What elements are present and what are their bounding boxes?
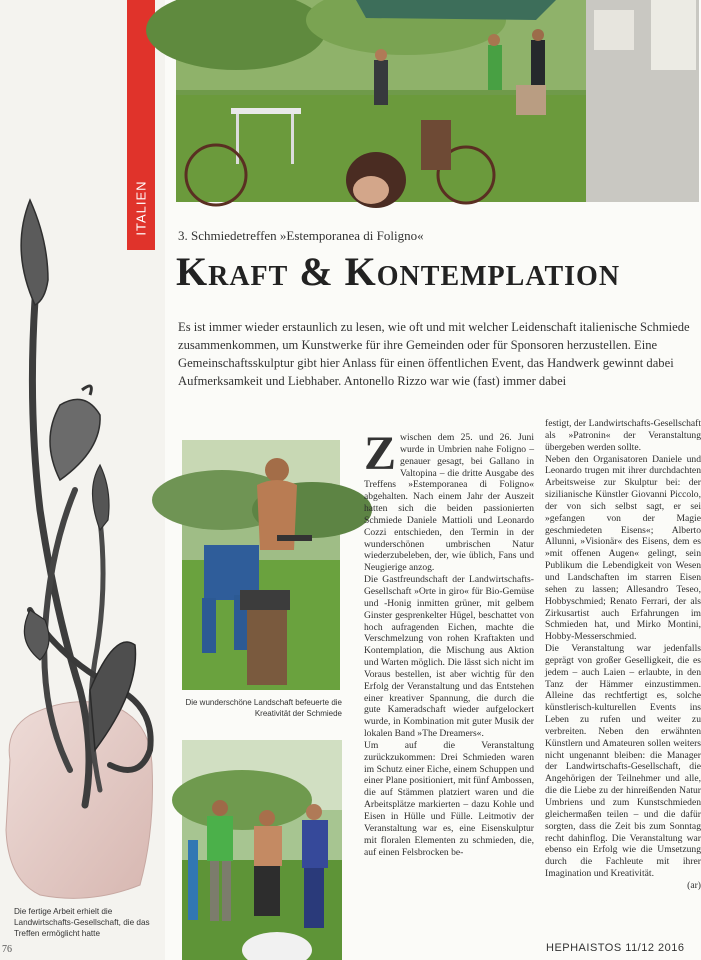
article-kicker: 3. Schmiedetreffen »Estemporanea di Foligno« <box>178 228 424 243</box>
article-column-1 <box>364 427 534 858</box>
sculpture-caption: Die fertige Arbeit erhielt die Landwirtschafts-Gesellschaft, die das Treffen ermöglicht hatte <box>14 907 150 938</box>
paragraph: Neben den Organisatoren Daniele und Leonardo trugen mit ihrer durchdachten Arbeitsweise zur Skulptur bei: der sizilianische Künstler Giovanni Piccolo, der von sich selbst sagt, er sei »gefangen von der Magie geschmiedeten Eisens«; Alberto Allunni, »Visionär« des Eisens, dem es »mit offenen Augen« gelingt, sein Publikum die Lebendigkeit von Wesen und Landschaften im starren Eisen sehen zu lassen; Allesandro Teseo, Hobbyschmied; Renato Ferrari, der als Zirkusartist auch Erfahrungen im Schmieden hat, und Mirko Montini, Hobby-Messerschmied. <box>545 453 701 643</box>
sculpture-photo <box>0 190 165 910</box>
photo-smith-anvil <box>182 440 340 690</box>
paragraph: Zwischen dem 25. und 26. Juni wurde in Umbrien nahe Foligno – genauer gesagt, bei Gallano in Valtopina – die dritte Ausgabe des Treffens »Estemporanea di Foligno« abgehalten. Nach einem Jahr der Auszeit hatten sich die beiden passionierten Schmiede Daniele Mattioli und Leonardo Cozzi entschieden, den Termin in der wunderschönen umbrischen Natur wiederzubeleben, der, wie üblich, Fans und Neugierige anzog. <box>364 427 534 574</box>
paragraph: festigt, der Landwirtschafts-Gesellschaft als »Patronin« der Veranstaltung übergeben werden sollte. <box>545 418 701 453</box>
photo-caption: Die wunderschöne Landschaft befeuerte die Kreativität der Schmiede <box>185 698 342 718</box>
top-photo <box>176 0 699 202</box>
page-number: 76 <box>2 944 12 955</box>
paragraph: Die Gastfreundschaft der Landwirtschafts-Gesellschaft »Orte in giro« für Bio-Gemüse und -Honig inmitten grüner, mit gelbem Ginster gesprenkelter Hügel, beschattet von hoch aufragenden Eichen, machte die Verschmelzung von rohen Kraftakten und Kontemplation, die Mischung aus Aktion und Warten möglich. Die lässt sich nicht im Voraus bestellen, ist aber wichtig für den Erfolg der Veranstaltung und das Entstehen einer kreativer Spannung, die durch die gute Kameradschaft wieder aufgelockert wurde, in Kombination mit guter Musik der lokalen Band »The Dreamers«. <box>364 574 534 740</box>
author-initials: (ar) <box>687 879 701 891</box>
article-headline: Kraft & Kontemplation <box>176 249 621 294</box>
article-lead: Es ist immer wieder erstaunlich zu lesen, wie oft und mit welcher Leidenschaft italienische Schmiede zusammenkommen, um Kunstwerke für ihre Gemeinden oder für Sponsoren herzustellen. Eine Gemeinschaftsskulptur gibt hier Anlass für einen öffentlichen Event, das Handwerk gewinnt dabei Aufmerksamkeit und Liebhaber. Antonello Rizzo war wie (fast) immer dabei <box>178 320 690 388</box>
article-column-2 <box>545 418 701 892</box>
paragraph: Die Veranstaltung war jedenfalls geprägt von großer Geselligkeit, die es jedem – auch Laien – erlaubte, in den Tanz der Hämmer einzustimmen. Alleine das rechtfertigt es, solche künstlerisch-kulturellen Events ins Leben zu rufen und weiter zu verbreiten. Neben den erwähnten Künstlern und Amateuren sollen weiters nicht ungenannt bleiben: die Manager der Landwirtschafts-Gesellschaft, die Angehörigen der Teilnehmer und alle, die die Liebe zu der hinreißenden Natur Umbriens und zum Kunstschmieden gleichermaßen teilen – und die dafür sorgten, dass die Zeit bis zum Sonntag recht dahinflog. Die Veranstaltung war ebenso ein Erfolg wie die Umsetzung durch die Fachleute mit ihrer Imagination und Kreativität. <box>545 643 701 880</box>
paragraph: Um auf die Veranstaltung zurückzukommen: Drei Schmieden waren im Schutz einer Eiche, einem Schuppen und einer Plane positioniert, mit fünf Ambossen, die auf Stämmen platziert waren und die Arbeitsplätze markierten – dazu Kohle und Eisen in Hülle und Fülle. Leitmotiv der Veranstaltung war es, eine Eisenskulptur mit floralen Elementen zu schmieden, die, auf einen Felsbrocken be- <box>364 739 534 858</box>
section-label: ITALIEN <box>133 180 149 236</box>
photo-group-hammering <box>182 740 342 960</box>
magazine-footer: HEPHAISTOS 11/12 2016 <box>546 942 685 954</box>
drop-cap: Z <box>364 427 397 480</box>
